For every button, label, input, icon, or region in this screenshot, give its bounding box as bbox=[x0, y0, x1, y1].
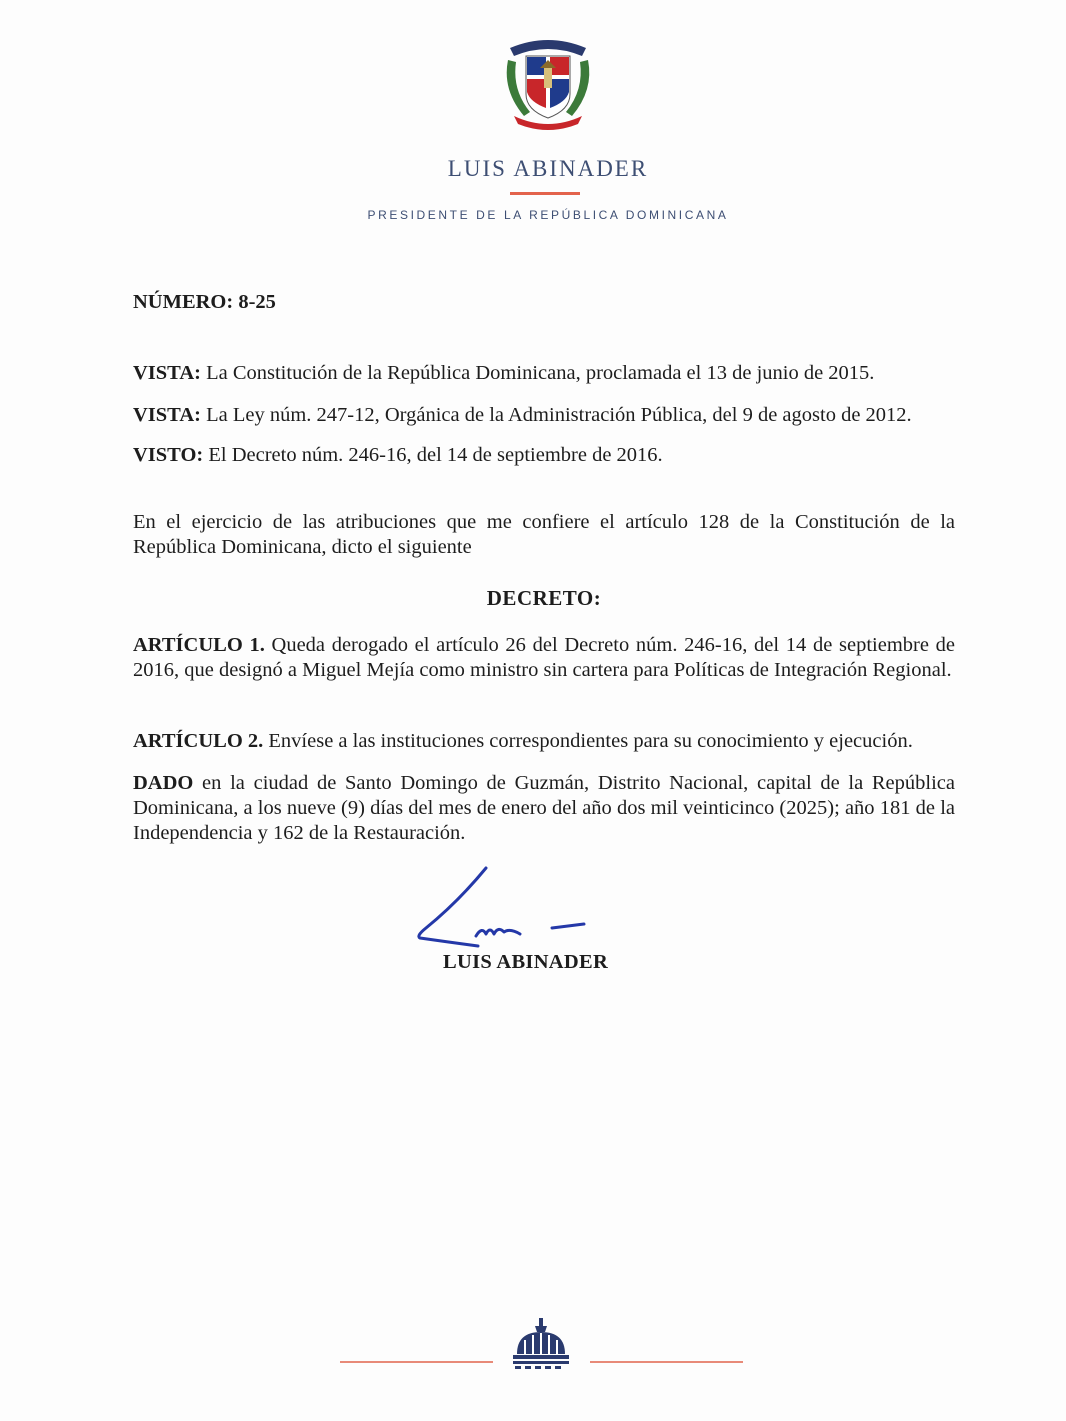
consideration-text: El Decreto núm. 246-16, del 14 de septiembre de 2016. bbox=[203, 444, 663, 466]
consideration-label: VISTA: bbox=[133, 362, 201, 384]
footer-divider-right bbox=[590, 1361, 743, 1363]
header-divider bbox=[510, 192, 580, 195]
consideration-visto bbox=[133, 443, 955, 468]
coat-of-arms-icon bbox=[500, 30, 596, 130]
article-2 bbox=[133, 729, 955, 754]
consideration-vista-2 bbox=[133, 403, 955, 428]
given-clause bbox=[133, 771, 955, 846]
given-text: en la ciudad de Santo Domingo de Guzmán, Distrito Nacional, capital de la República Dominicana, a los nueve (9) días del mes de enero del año dos mil veinticinco (2025); año 181 de la Independencia y 162 de la Restauración. bbox=[133, 772, 955, 844]
signatory-name: LUIS ABINADER bbox=[443, 951, 609, 973]
header-name: LUIS ABINADER bbox=[447, 156, 649, 181]
palace-dome-icon bbox=[509, 1318, 573, 1370]
decree-number: NÚMERO: 8-25 bbox=[133, 291, 276, 313]
article-label: ARTÍCULO 1. bbox=[133, 634, 265, 656]
consideration-label: VISTO: bbox=[133, 444, 204, 466]
article-text: Envíese a las instituciones correspondientes para su conocimiento y ejecución. bbox=[263, 730, 913, 752]
decree-heading: DECRETO: bbox=[486, 586, 602, 610]
consideration-label: VISTA: bbox=[133, 404, 201, 426]
consideration-vista-1 bbox=[133, 361, 955, 386]
intro-paragraph: En el ejercicio de las atribuciones que me confiere el artículo 128 de la Constitución de la República Dominicana, dicto el siguiente bbox=[133, 511, 955, 558]
article-1 bbox=[133, 633, 955, 683]
given-label: DADO bbox=[133, 772, 194, 794]
article-label: ARTÍCULO 2. bbox=[133, 730, 264, 752]
consideration-text: La Ley núm. 247-12, Orgánica de la Administración Pública, del 9 de agosto de 2012. bbox=[200, 404, 912, 426]
header-title: PRESIDENTE DE LA REPÚBLICA DOMINICANA bbox=[367, 208, 729, 222]
consideration-text: La Constitución de la República Dominicana, proclamada el 13 de junio de 2015. bbox=[200, 362, 875, 384]
handwritten-signature bbox=[408, 862, 608, 952]
footer-divider-left bbox=[340, 1361, 493, 1363]
article-text: Queda derogado el artículo 26 del Decreto núm. 246-16, del 14 de septiembre de 2016, que designó a Miguel Mejía como ministro sin cartera para Políticas de Integración Regional. bbox=[133, 634, 955, 681]
